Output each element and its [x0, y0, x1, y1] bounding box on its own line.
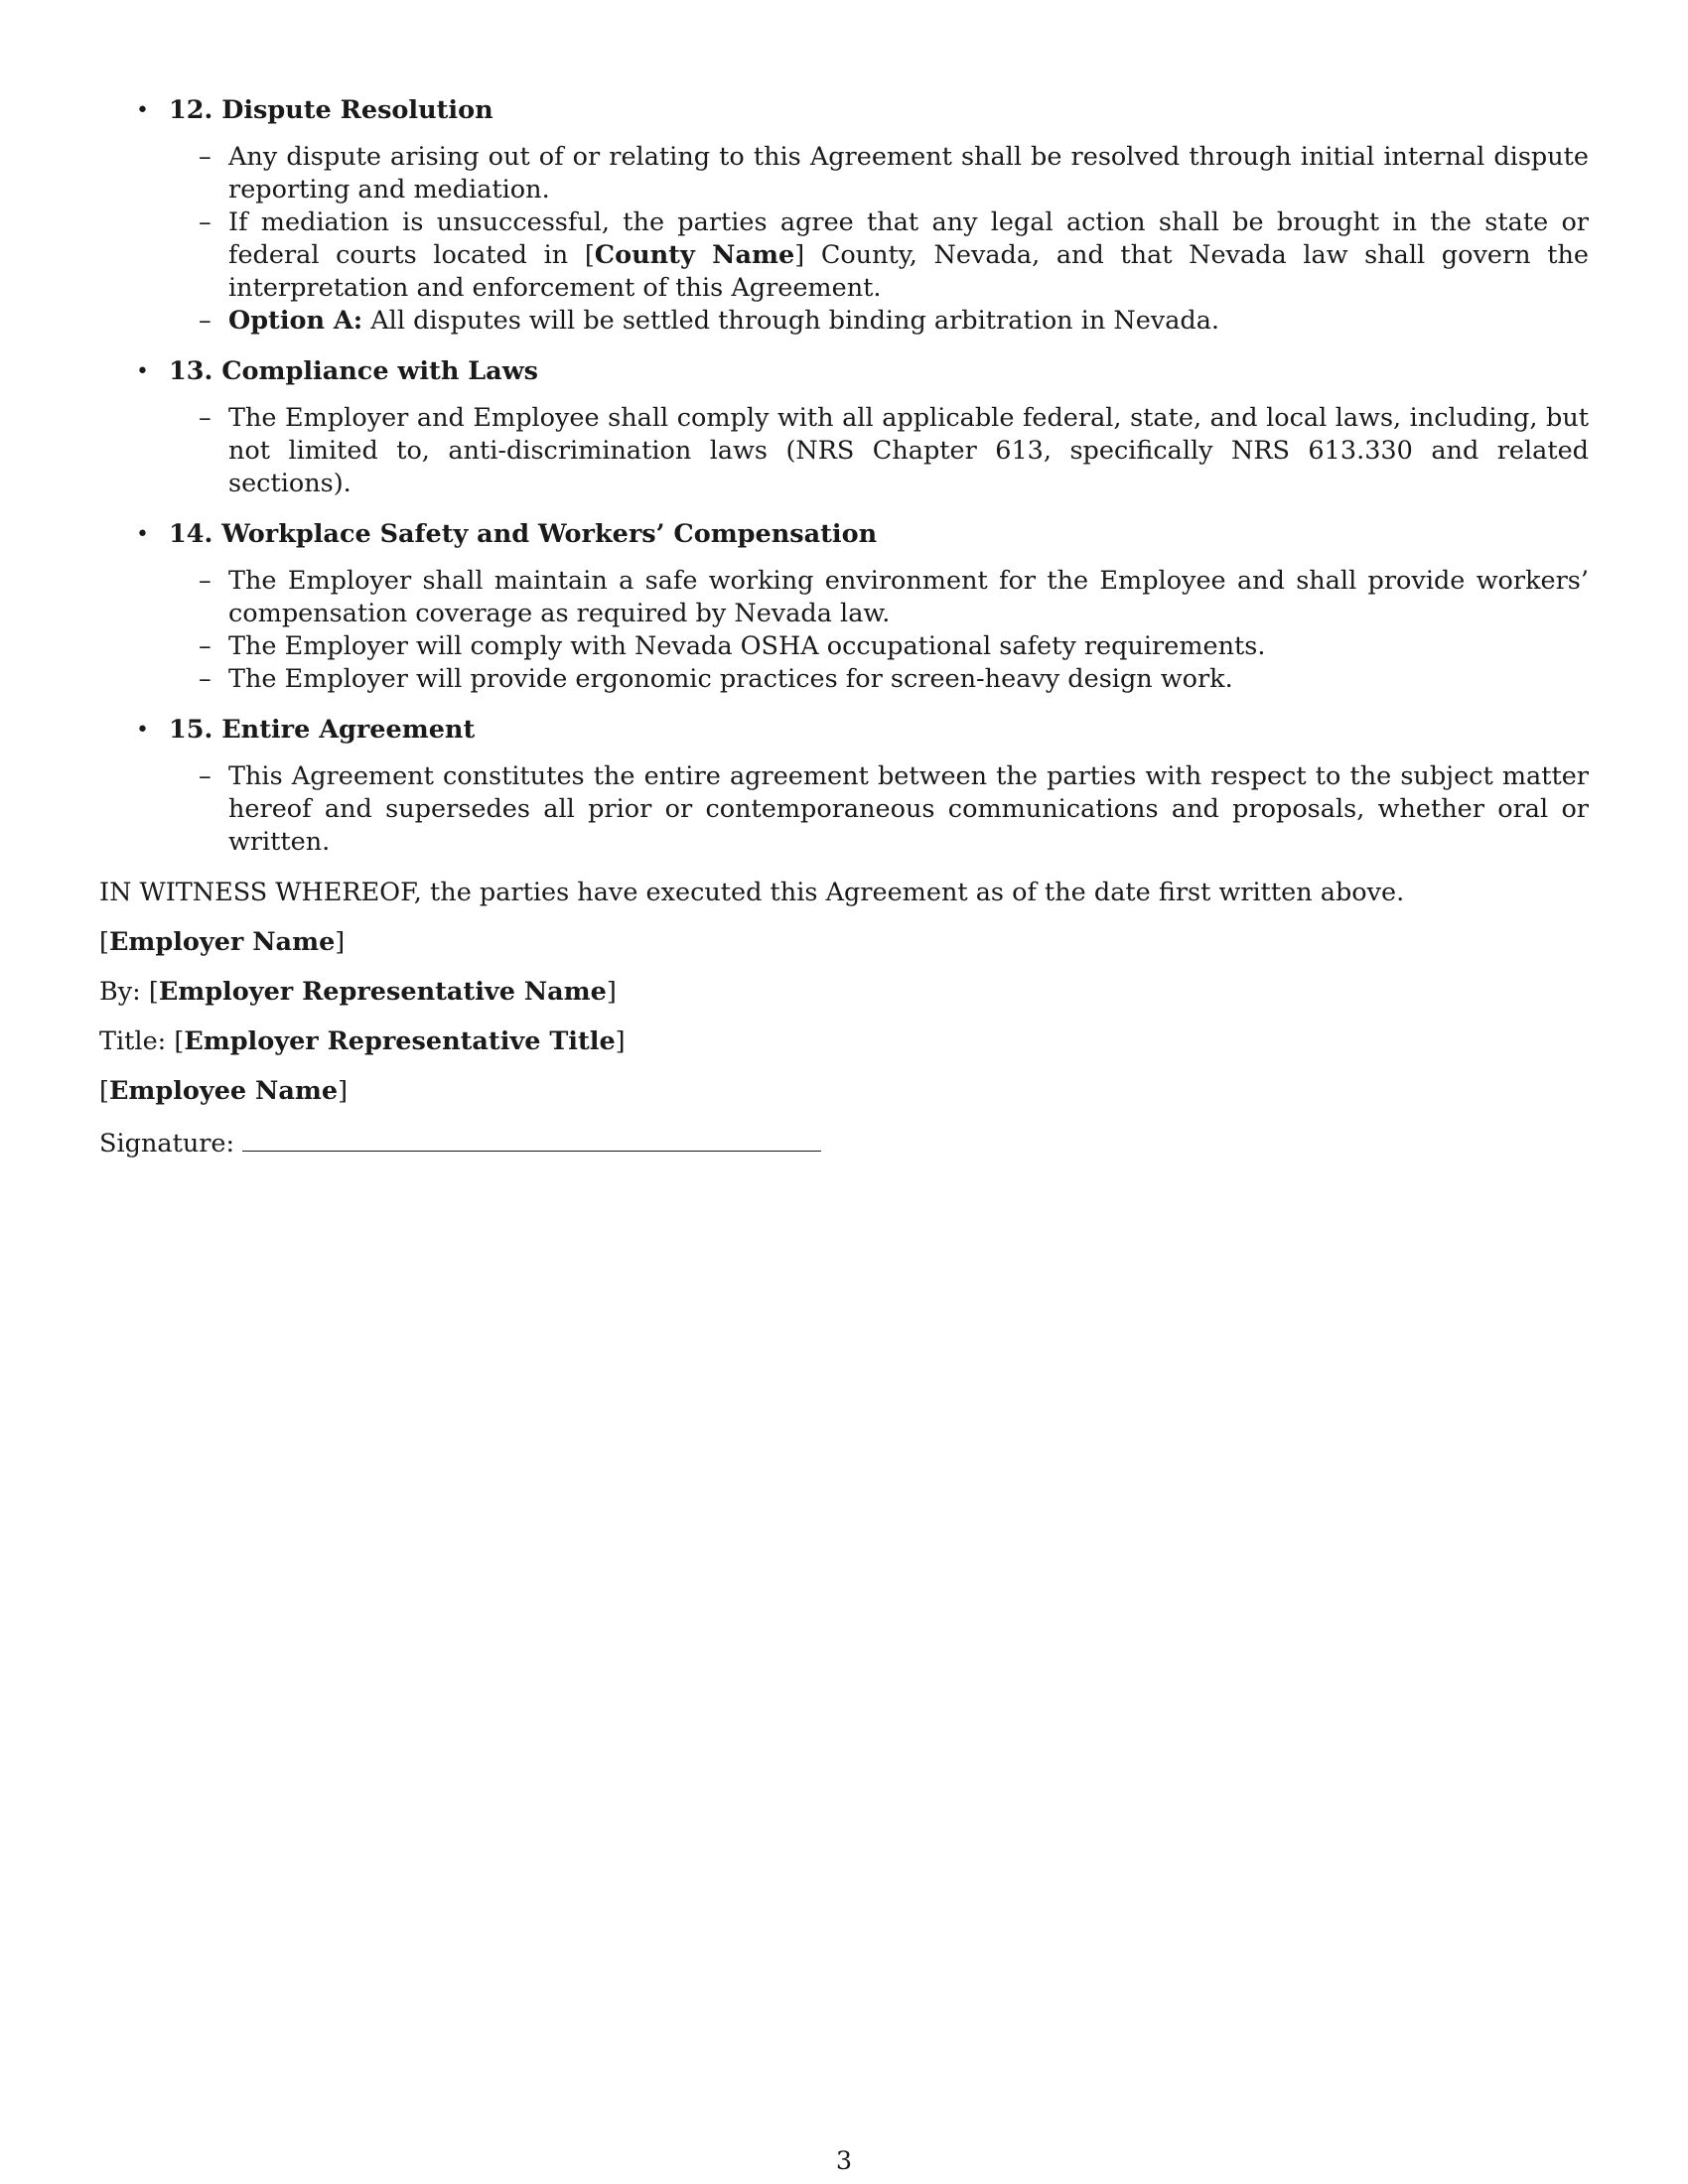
clause-text: Any dispute arising out of or relating to this Agreement shall be resolved through initial internal dispute reporting and mediation.: [228, 142, 1589, 205]
clause-item: [169, 630, 1589, 663]
clause-text-pre: If mediation is unsuccessful, the parties agree that any legal action shall be brought in the state or federal courts located in: [228, 207, 1589, 270]
clause-item: [169, 565, 1589, 630]
clause-item: [169, 141, 1589, 206]
section-heading: • 13. Compliance with Laws: [169, 356, 539, 386]
clause-text: The Employer shall maintain a safe working environment for the Employee and shall provide workers’ compensation coverage as required by Nevada law.: [228, 566, 1589, 628]
clause-list: [169, 141, 1589, 338]
bracket-close: ]: [615, 1026, 626, 1056]
bracket-open: [: [584, 240, 595, 270]
clause-text: The Employer and Employee shall comply with all applicable federal, state, and local laws, including, but not limited to, anti-discrimination laws (NRS Chapter 613, specifically NRS 613.330 and related sections).: [228, 403, 1589, 498]
clause-text: The Employer will provide ergonomic practices for screen-heavy design work.: [228, 664, 1233, 694]
signature-blank: [242, 1125, 821, 1152]
employer-title-line: [99, 1025, 1589, 1058]
section-heading: • 15. Entire Agreement: [169, 715, 476, 745]
employee-name-line: [99, 1075, 1589, 1108]
clause-item: [169, 206, 1589, 305]
option-label: Option A:: [228, 306, 363, 336]
document-page: [99, 94, 1589, 1177]
employee-name-placeholder: Employee Name: [108, 1076, 339, 1106]
witness-statement: IN WITNESS WHEREOF, the parties have executed this Agreement as of the date first written above.: [99, 878, 1405, 907]
clause-item: [169, 760, 1589, 859]
page-number: 3: [835, 2146, 853, 2176]
bracket-close: ]: [338, 1076, 349, 1106]
by-label: By:: [99, 977, 141, 1007]
clause-list: [169, 760, 1589, 859]
section-workplace-safety: [99, 518, 1589, 696]
title-label: Title:: [99, 1026, 167, 1056]
bracket-close: ]: [794, 240, 805, 270]
employer-rep-line: [99, 976, 1589, 1009]
clause-list: [169, 565, 1589, 696]
section-entire-agreement: [99, 714, 1589, 859]
clause-text: The Employer will comply with Nevada OSHA occupational safety requirements.: [228, 631, 1266, 661]
bracket-open: [: [148, 977, 159, 1007]
clause-text: This Agreement constitutes the entire agreement between the parties with respect to the subject matter hereof and supersedes all prior or contemporaneous communications and proposals, whether oral or written.: [228, 761, 1589, 857]
bracket-open: [: [99, 927, 109, 957]
clause-item: [169, 402, 1589, 500]
signature-line: [99, 1125, 1589, 1160]
county-name-placeholder: County Name: [594, 240, 795, 270]
bracket-close: ]: [606, 977, 617, 1007]
employer-rep-title-placeholder: Employer Representative Title: [184, 1026, 616, 1056]
employer-rep-name-placeholder: Employer Representative Name: [158, 977, 607, 1007]
bracket-open: [: [99, 1076, 109, 1106]
bracket-open: [: [174, 1026, 185, 1056]
section-list: [99, 94, 1589, 859]
section-dispute-resolution: [99, 94, 1589, 338]
section-heading: • 14. Workplace Safety and Workers’ Compensation: [169, 519, 878, 549]
section-compliance-with-laws: [99, 355, 1589, 500]
clause-text-post: All disputes will be settled through binding arbitration in Nevada.: [362, 306, 1220, 336]
employer-name-line: [99, 926, 1589, 959]
bracket-close: ]: [335, 927, 346, 957]
clause-item: [169, 663, 1589, 696]
employer-name-placeholder: Employer Name: [108, 927, 336, 957]
signature-label: Signature:: [99, 1129, 235, 1159]
clause-text-post: County, Nevada, and that Nevada law shall govern the interpretation and enforcement of this Agreement.: [228, 240, 1589, 303]
section-heading: • 12. Dispute Resolution: [169, 95, 493, 125]
clause-item: [169, 305, 1589, 338]
clause-list: [169, 402, 1589, 500]
